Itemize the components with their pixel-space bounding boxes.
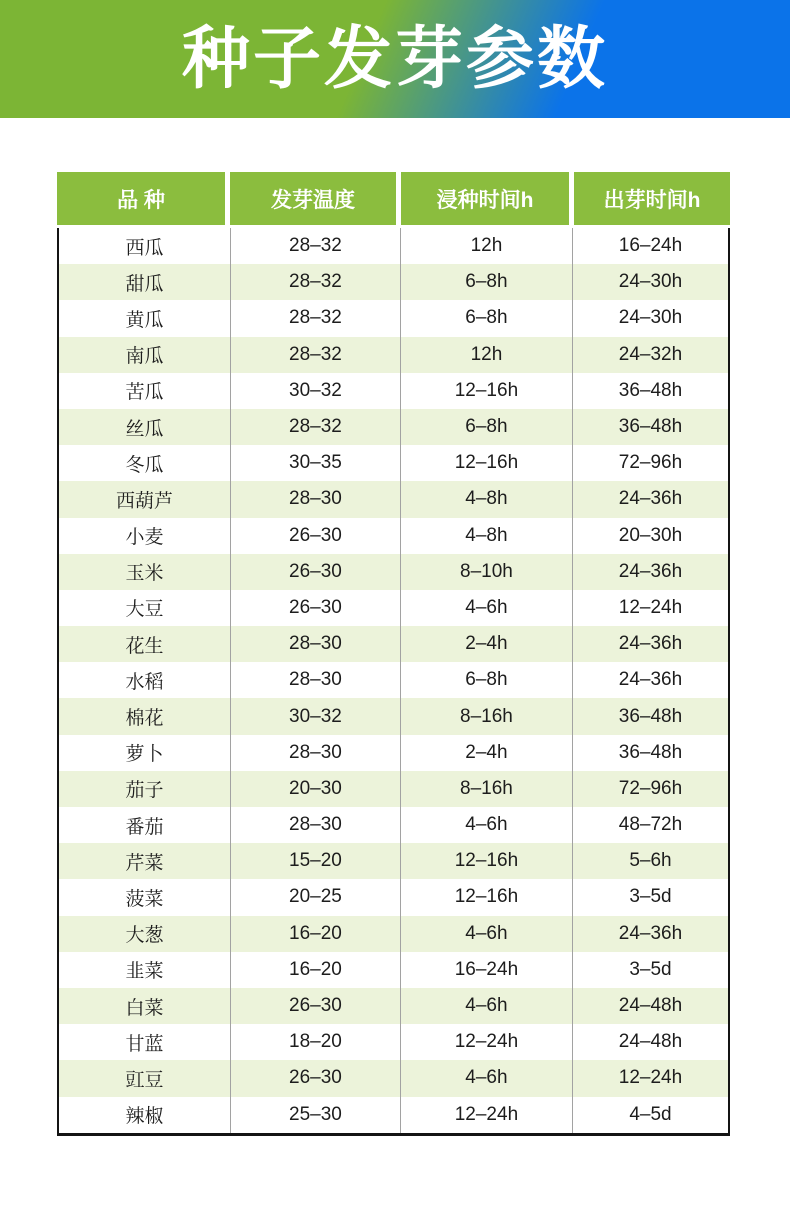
- cell-temperature: 18–20: [231, 1024, 401, 1060]
- cell-variety: 西瓜: [59, 228, 231, 264]
- cell-soak-time: 12–24h: [401, 1024, 573, 1060]
- cell-temperature: 28–32: [231, 264, 401, 300]
- cell-variety: 甜瓜: [59, 264, 231, 300]
- cell-soak-time: 12–24h: [401, 1097, 573, 1133]
- cell-variety: 韭菜: [59, 952, 231, 988]
- cell-soak-time: 12–16h: [401, 445, 573, 481]
- cell-sprout-time: 36–48h: [618, 741, 683, 763]
- table-row: [59, 662, 728, 698]
- cell-temperature: 28–32: [231, 409, 401, 445]
- column-header-variety: 品 种: [57, 172, 230, 225]
- cell-variety: 大豆: [59, 590, 231, 626]
- cell-variety: 棉花: [59, 698, 231, 734]
- table-row: [59, 916, 728, 952]
- cell-sprout-time: 12–24h: [618, 596, 683, 618]
- cell-soak-time: 6–8h: [401, 264, 573, 300]
- cell-sprout-time: 36–48h: [618, 416, 683, 438]
- cell-variety: 小麦: [59, 518, 231, 554]
- cell-sprout-time: 24–48h: [618, 1031, 683, 1053]
- cell-variety: 菠菜: [59, 879, 231, 915]
- cell-variety: 豇豆: [59, 1060, 231, 1096]
- cell-variety: 甘蓝: [59, 1024, 231, 1060]
- cell-variety: 南瓜: [59, 337, 231, 373]
- table-row: [59, 590, 728, 626]
- table-row: [59, 518, 728, 554]
- cell-soak-time: 8–16h: [401, 771, 573, 807]
- table-row: [59, 409, 728, 445]
- cell-variety: 萝卜: [59, 735, 231, 771]
- cell-variety: 辣椒: [59, 1097, 231, 1133]
- table-row: [59, 1060, 728, 1096]
- cell-sprout-time: 24–36h: [618, 922, 683, 944]
- table-row: [59, 445, 728, 481]
- cell-soak-time: 4–6h: [401, 988, 573, 1024]
- cell-soak-time: 4–6h: [401, 1060, 573, 1096]
- table-row: [59, 879, 728, 915]
- germination-table: [57, 172, 730, 1136]
- cell-sprout-time: 24–32h: [618, 343, 683, 365]
- table-row: [59, 807, 728, 843]
- cell-variety: 大葱: [59, 916, 231, 952]
- cell-sprout-time: 24–30h: [618, 271, 683, 293]
- cell-temperature: 26–30: [231, 590, 401, 626]
- cell-soak-time: 6–8h: [401, 662, 573, 698]
- table-row: [59, 988, 728, 1024]
- table-row: [59, 843, 728, 879]
- table-row: [59, 771, 728, 807]
- cell-soak-time: 2–4h: [401, 735, 573, 771]
- table-row: [59, 698, 728, 734]
- cell-soak-time: 4–8h: [401, 481, 573, 517]
- cell-variety: 水稻: [59, 662, 231, 698]
- cell-temperature: 28–30: [231, 626, 401, 662]
- cell-soak-time: 2–4h: [401, 626, 573, 662]
- table-row: [59, 952, 728, 988]
- cell-temperature: 26–30: [231, 988, 401, 1024]
- cell-temperature: 30–32: [231, 373, 401, 409]
- table-row: [59, 1097, 728, 1133]
- cell-temperature: 20–25: [231, 879, 401, 915]
- title-banner: [0, 0, 790, 118]
- table-header-row: [57, 172, 730, 225]
- cell-soak-time: 4–8h: [401, 518, 573, 554]
- cell-sprout-time: 5–6h: [629, 850, 672, 872]
- cell-sprout-time: 24–48h: [618, 995, 683, 1017]
- column-header-soak-time: 浸种时间h: [401, 172, 574, 225]
- column-header-sprout-time: 出芽时间h: [574, 172, 730, 225]
- cell-variety: 冬瓜: [59, 445, 231, 481]
- cell-variety: 花生: [59, 626, 231, 662]
- cell-variety: 西葫芦: [59, 481, 231, 517]
- table-row: [59, 300, 728, 336]
- cell-temperature: 28–32: [231, 228, 401, 264]
- cell-temperature: 28–32: [231, 300, 401, 336]
- cell-sprout-time: 24–36h: [618, 633, 683, 655]
- table-row: [59, 373, 728, 409]
- cell-variety: 白菜: [59, 988, 231, 1024]
- cell-soak-time: 4–6h: [401, 807, 573, 843]
- table-row: [59, 626, 728, 662]
- cell-soak-time: 4–6h: [401, 590, 573, 626]
- cell-variety: 苦瓜: [59, 373, 231, 409]
- cell-sprout-time: 3–5d: [629, 886, 672, 908]
- cell-sprout-time: 12–24h: [618, 1067, 683, 1089]
- cell-soak-time: 6–8h: [401, 300, 573, 336]
- cell-soak-time: 4–6h: [401, 916, 573, 952]
- cell-soak-time: 12h: [401, 228, 573, 264]
- cell-sprout-time: 48–72h: [618, 814, 683, 836]
- cell-variety: 黄瓜: [59, 300, 231, 336]
- cell-sprout-time: 72–96h: [618, 777, 683, 799]
- cell-soak-time: 12–16h: [401, 879, 573, 915]
- cell-variety: 芹菜: [59, 843, 231, 879]
- cell-soak-time: 12h: [401, 337, 573, 373]
- table-row: [59, 264, 728, 300]
- cell-sprout-time: 36–48h: [618, 705, 683, 727]
- cell-temperature: 28–30: [231, 735, 401, 771]
- cell-temperature: 28–30: [231, 481, 401, 517]
- table-row: [59, 735, 728, 771]
- cell-temperature: 16–20: [231, 952, 401, 988]
- cell-temperature: 30–32: [231, 698, 401, 734]
- cell-temperature: 28–32: [231, 337, 401, 373]
- table-row: [59, 228, 728, 264]
- column-header-temperature: 发芽温度: [230, 172, 401, 225]
- cell-soak-time: 12–16h: [401, 843, 573, 879]
- cell-sprout-time: 24–36h: [618, 560, 683, 582]
- cell-sprout-time: 4–5d: [629, 1103, 672, 1125]
- table-row: [59, 337, 728, 373]
- table-row: [59, 481, 728, 517]
- cell-temperature: 28–30: [231, 807, 401, 843]
- cell-variety: 茄子: [59, 771, 231, 807]
- cell-temperature: 26–30: [231, 554, 401, 590]
- cell-variety: 番茄: [59, 807, 231, 843]
- cell-temperature: 16–20: [231, 916, 401, 952]
- cell-sprout-time: 24–30h: [618, 307, 683, 329]
- table-row: [59, 1024, 728, 1060]
- cell-sprout-time: 20–30h: [618, 524, 683, 546]
- cell-temperature: 30–35: [231, 445, 401, 481]
- cell-soak-time: 6–8h: [401, 409, 573, 445]
- cell-soak-time: 8–16h: [401, 698, 573, 734]
- cell-sprout-time: 72–96h: [618, 452, 683, 474]
- cell-soak-time: 12–16h: [401, 373, 573, 409]
- cell-temperature: 28–30: [231, 662, 401, 698]
- cell-sprout-time: 24–36h: [618, 488, 683, 510]
- cell-temperature: 15–20: [231, 843, 401, 879]
- cell-temperature: 26–30: [231, 518, 401, 554]
- table-body: [57, 228, 730, 1136]
- cell-temperature: 26–30: [231, 1060, 401, 1096]
- cell-sprout-time: 24–36h: [618, 669, 683, 691]
- cell-temperature: 25–30: [231, 1097, 401, 1133]
- cell-sprout-time: 36–48h: [618, 379, 683, 401]
- cell-soak-time: 16–24h: [401, 952, 573, 988]
- cell-variety: 玉米: [59, 554, 231, 590]
- cell-sprout-time: 3–5d: [629, 958, 672, 980]
- page-title: 种子发芽参数: [181, 19, 608, 99]
- cell-variety: 丝瓜: [59, 409, 231, 445]
- cell-temperature: 20–30: [231, 771, 401, 807]
- table-row: [59, 554, 728, 590]
- cell-soak-time: 8–10h: [401, 554, 573, 590]
- cell-sprout-time: 16–24h: [618, 235, 683, 257]
